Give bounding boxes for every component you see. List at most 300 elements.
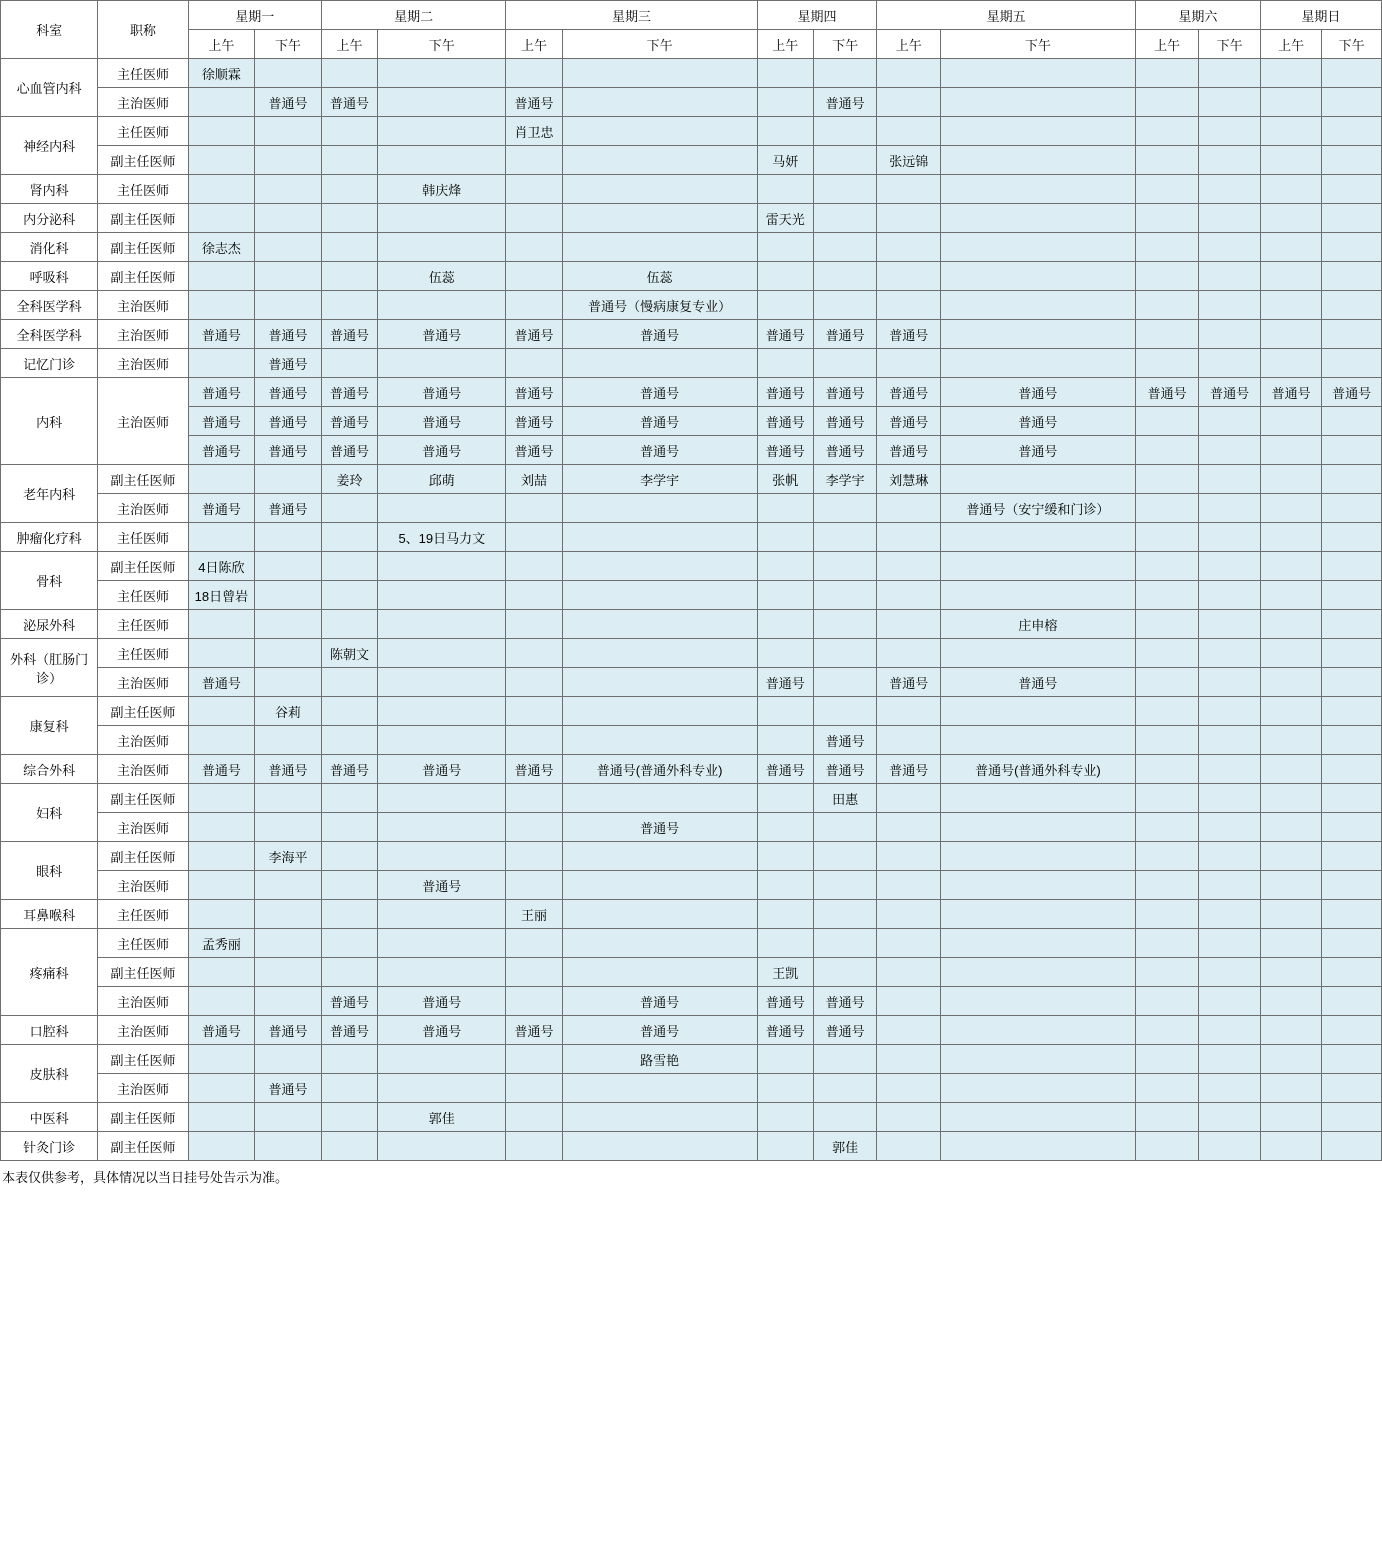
schedule-cell: [188, 1045, 255, 1074]
schedule-cell: [321, 523, 377, 552]
schedule-cell: [1135, 726, 1199, 755]
schedule-cell: [1199, 1132, 1261, 1161]
schedule-cell: [1199, 407, 1261, 436]
schedule-cell: [188, 639, 255, 668]
schedule-cell: 普通号: [562, 1016, 757, 1045]
schedule-cell: [321, 668, 377, 697]
dept-title: 副主任医师: [98, 1045, 188, 1074]
schedule-cell: [506, 929, 562, 958]
schedule-cell: [562, 59, 757, 88]
schedule-cell: 普通号: [378, 987, 506, 1016]
schedule-cell: [188, 958, 255, 987]
schedule-cell: [877, 842, 941, 871]
schedule-cell: [321, 900, 377, 929]
schedule-cell: 普通号: [506, 320, 562, 349]
schedule-cell: [757, 552, 813, 581]
schedule-cell: [321, 117, 377, 146]
schedule-cell: [506, 668, 562, 697]
schedule-cell: [255, 262, 322, 291]
table-row: [1, 1103, 1382, 1132]
schedule-cell: [321, 871, 377, 900]
schedule-cell: 孟秀丽: [188, 929, 255, 958]
schedule-cell: [757, 1045, 813, 1074]
dept-title: 副主任医师: [98, 552, 188, 581]
dept-name: 记忆门诊: [1, 349, 98, 378]
schedule-cell: [1260, 900, 1322, 929]
schedule-cell: [255, 465, 322, 494]
schedule-cell: [941, 987, 1136, 1016]
header-slot-1-2: 下午: [255, 30, 322, 59]
dept-name: 内科: [1, 378, 98, 465]
schedule-cell: [1322, 900, 1382, 929]
schedule-cell: [1260, 465, 1322, 494]
schedule-cell: [813, 929, 877, 958]
schedule-cell: [1322, 784, 1382, 813]
dept-name: 消化科: [1, 233, 98, 262]
schedule-cell: [1199, 494, 1261, 523]
schedule-cell: [1199, 523, 1261, 552]
schedule-cell: 普通号: [188, 494, 255, 523]
schedule-cell: [1199, 929, 1261, 958]
schedule-cell: [877, 639, 941, 668]
schedule-cell: [813, 494, 877, 523]
schedule-cell: [1199, 1103, 1261, 1132]
schedule-cell: [321, 610, 377, 639]
schedule-cell: [255, 204, 322, 233]
schedule-cell: [1260, 1016, 1322, 1045]
schedule-cell: [1199, 755, 1261, 784]
schedule-cell: [1135, 842, 1199, 871]
schedule-cell: [378, 639, 506, 668]
schedule-cell: [813, 523, 877, 552]
schedule-cell: [378, 88, 506, 117]
schedule-cell: [321, 146, 377, 175]
schedule-cell: 普通号: [757, 1016, 813, 1045]
schedule-cell: [757, 1074, 813, 1103]
header-day-3: 星期三: [506, 1, 757, 30]
schedule-cell: [1260, 610, 1322, 639]
schedule-cell: [562, 581, 757, 610]
schedule-cell: [1260, 88, 1322, 117]
schedule-cell: [321, 1045, 377, 1074]
schedule-cell: [378, 610, 506, 639]
schedule-cell: [188, 987, 255, 1016]
schedule-cell: [1322, 407, 1382, 436]
dept-name: 全科医学科: [1, 320, 98, 349]
dept-name: 心血管内科: [1, 59, 98, 117]
table-row: [1, 987, 1382, 1016]
dept-name: 泌尿外科: [1, 610, 98, 639]
schedule-cell: [378, 204, 506, 233]
schedule-cell: [255, 523, 322, 552]
dept-title: 副主任医师: [98, 784, 188, 813]
header-day-5: 星期五: [877, 1, 1135, 30]
schedule-header: [1, 1, 1382, 59]
schedule-cell: [941, 871, 1136, 900]
schedule-cell: 普通号: [188, 436, 255, 465]
schedule-cell: [1322, 755, 1382, 784]
schedule-cell: [877, 1016, 941, 1045]
schedule-cell: [941, 465, 1136, 494]
schedule-cell: [877, 581, 941, 610]
schedule-cell: [813, 610, 877, 639]
schedule-cell: [378, 494, 506, 523]
schedule-cell: [757, 117, 813, 146]
schedule-cell: [321, 262, 377, 291]
schedule-cell: [941, 1103, 1136, 1132]
table-row: [1, 958, 1382, 987]
schedule-cell: [877, 929, 941, 958]
schedule-cell: 普通号: [506, 407, 562, 436]
schedule-cell: [757, 175, 813, 204]
schedule-cell: [378, 900, 506, 929]
schedule-cell: [1199, 349, 1261, 378]
schedule-cell: 普通号: [562, 378, 757, 407]
schedule-cell: [1135, 146, 1199, 175]
schedule-cell: [1135, 436, 1199, 465]
schedule-cell: [1135, 900, 1199, 929]
schedule-cell: [562, 929, 757, 958]
header-day-2: 星期二: [321, 1, 506, 30]
schedule-cell: [1199, 668, 1261, 697]
schedule-cell: [877, 1045, 941, 1074]
schedule-cell: [506, 349, 562, 378]
schedule-cell: [321, 697, 377, 726]
schedule-cell: [188, 88, 255, 117]
schedule-cell: [1135, 175, 1199, 204]
schedule-cell: [321, 494, 377, 523]
header-row-days: [1, 1, 1382, 30]
schedule-cell: 普通号: [941, 436, 1136, 465]
schedule-cell: 普通号: [757, 320, 813, 349]
schedule-cell: [1260, 1103, 1322, 1132]
schedule-cell: [321, 204, 377, 233]
schedule-cell: [1199, 175, 1261, 204]
schedule-cell: [813, 900, 877, 929]
schedule-cell: [1260, 552, 1322, 581]
schedule-cell: [188, 1132, 255, 1161]
schedule-cell: [1199, 117, 1261, 146]
dept-title: 副主任医师: [98, 204, 188, 233]
schedule-cell: [1135, 755, 1199, 784]
schedule-cell: 普通号: [255, 407, 322, 436]
schedule-cell: 普通号: [188, 378, 255, 407]
schedule-cell: [877, 291, 941, 320]
header-day-4: 星期四: [757, 1, 877, 30]
header-slot-5-1: 上午: [877, 30, 941, 59]
schedule-cell: [1260, 146, 1322, 175]
schedule-cell: [757, 784, 813, 813]
schedule-cell: [1199, 581, 1261, 610]
schedule-cell: [1322, 697, 1382, 726]
schedule-cell: [562, 900, 757, 929]
schedule-cell: [813, 117, 877, 146]
schedule-cell: [941, 233, 1136, 262]
schedule-cell: 普通号: [757, 987, 813, 1016]
schedule-cell: 普通号: [877, 320, 941, 349]
schedule-cell: [1260, 1045, 1322, 1074]
schedule-cell: [378, 291, 506, 320]
schedule-cell: [1199, 900, 1261, 929]
table-row: [1, 204, 1382, 233]
schedule-cell: [1260, 697, 1322, 726]
schedule-cell: [255, 581, 322, 610]
schedule-cell: [813, 175, 877, 204]
schedule-cell: [1260, 407, 1322, 436]
header-slot-4-1: 上午: [757, 30, 813, 59]
schedule-cell: [506, 871, 562, 900]
schedule-cell: 雷天光: [757, 204, 813, 233]
schedule-cell: [1199, 987, 1261, 1016]
schedule-cell: [255, 668, 322, 697]
schedule-cell: [941, 581, 1136, 610]
schedule-cell: 普通号: [378, 378, 506, 407]
schedule-cell: [321, 842, 377, 871]
schedule-cell: [321, 1132, 377, 1161]
schedule-cell: [188, 465, 255, 494]
schedule-cell: [1322, 349, 1382, 378]
dept-name: 骨科: [1, 552, 98, 610]
schedule-cell: [188, 900, 255, 929]
schedule-cell: 张远锦: [877, 146, 941, 175]
schedule-cell: [1135, 88, 1199, 117]
dept-name: 中医科: [1, 1103, 98, 1132]
schedule-cell: [1260, 929, 1322, 958]
schedule-cell: [1260, 204, 1322, 233]
schedule-cell: [1260, 581, 1322, 610]
header-day-7: 星期日: [1260, 1, 1381, 30]
schedule-cell: 普通号: [562, 320, 757, 349]
table-row: [1, 1016, 1382, 1045]
schedule-cell: [506, 1132, 562, 1161]
schedule-cell: [877, 871, 941, 900]
schedule-cell: [1135, 1016, 1199, 1045]
schedule-cell: [877, 726, 941, 755]
schedule-cell: [1135, 813, 1199, 842]
dept-title: 主任医师: [98, 639, 188, 668]
schedule-cell: 李学宇: [562, 465, 757, 494]
schedule-cell: [813, 552, 877, 581]
schedule-cell: [506, 146, 562, 175]
schedule-cell: [1260, 262, 1322, 291]
schedule-cell: 普通号: [255, 1016, 322, 1045]
schedule-cell: [813, 958, 877, 987]
schedule-cell: [1135, 523, 1199, 552]
dept-title: 主治医师: [98, 349, 188, 378]
schedule-cell: 普通号: [255, 1074, 322, 1103]
schedule-cell: [321, 726, 377, 755]
schedule-cell: [1322, 146, 1382, 175]
schedule-cell: [757, 1103, 813, 1132]
schedule-cell: [941, 726, 1136, 755]
table-row: [1, 175, 1382, 204]
schedule-cell: [562, 1132, 757, 1161]
schedule-cell: [941, 929, 1136, 958]
dept-name: 耳鼻喉科: [1, 900, 98, 929]
schedule-cell: 普通号: [562, 987, 757, 1016]
schedule-cell: 普通号: [506, 88, 562, 117]
schedule-cell: [1135, 871, 1199, 900]
schedule-cell: [255, 726, 322, 755]
schedule-cell: [1322, 175, 1382, 204]
schedule-cell: [813, 1103, 877, 1132]
schedule-cell: [757, 233, 813, 262]
schedule-cell: 普通号: [321, 755, 377, 784]
schedule-cell: [813, 291, 877, 320]
schedule-cell: [255, 871, 322, 900]
schedule-cell: [321, 349, 377, 378]
schedule-cell: [1322, 552, 1382, 581]
schedule-cell: 普通号: [378, 871, 506, 900]
schedule-cell: [255, 784, 322, 813]
schedule-cell: [1322, 59, 1382, 88]
schedule-cell: [941, 552, 1136, 581]
schedule-cell: 普通号: [378, 407, 506, 436]
schedule-cell: [1322, 291, 1382, 320]
schedule-cell: [1135, 1074, 1199, 1103]
schedule-cell: [757, 871, 813, 900]
schedule-cell: [1135, 262, 1199, 291]
schedule-cell: [1199, 465, 1261, 494]
schedule-cell: [941, 639, 1136, 668]
schedule-cell: [757, 494, 813, 523]
schedule-cell: [1199, 88, 1261, 117]
dept-title: 主治医师: [98, 813, 188, 842]
schedule-cell: [1199, 291, 1261, 320]
schedule-cell: [562, 204, 757, 233]
schedule-cell: [1199, 436, 1261, 465]
schedule-cell: [877, 1132, 941, 1161]
schedule-cell: 田惠: [813, 784, 877, 813]
schedule-cell: [562, 146, 757, 175]
schedule-cell: 普通号: [321, 320, 377, 349]
schedule-cell: 5、19日马力文: [378, 523, 506, 552]
schedule-cell: [506, 813, 562, 842]
schedule-cell: [757, 610, 813, 639]
dept-title: 副主任医师: [98, 697, 188, 726]
schedule-cell: [1135, 784, 1199, 813]
dept-title: 主治医师: [98, 88, 188, 117]
dept-title: 主任医师: [98, 117, 188, 146]
schedule-cell: [562, 349, 757, 378]
dept-title: 主治医师: [98, 494, 188, 523]
schedule-cell: 普通号: [877, 378, 941, 407]
schedule-cell: [1135, 552, 1199, 581]
schedule-cell: [1260, 59, 1322, 88]
schedule-cell: [255, 813, 322, 842]
schedule-cell: [1322, 494, 1382, 523]
table-row: [1, 1132, 1382, 1161]
schedule-cell: 普通号: [562, 436, 757, 465]
schedule-cell: [941, 262, 1136, 291]
schedule-cell: [1199, 146, 1261, 175]
schedule-cell: [757, 59, 813, 88]
table-row: [1, 610, 1382, 639]
schedule-cell: 普通号: [1199, 378, 1261, 407]
schedule-cell: [506, 726, 562, 755]
schedule-cell: 普通号: [255, 494, 322, 523]
schedule-cell: 普通号（安宁缓和门诊）: [941, 494, 1136, 523]
schedule-cell: [941, 1045, 1136, 1074]
schedule-cell: [255, 175, 322, 204]
schedule-cell: [757, 842, 813, 871]
schedule-cell: [1135, 1132, 1199, 1161]
schedule-cell: [1260, 320, 1322, 349]
schedule-cell: [378, 929, 506, 958]
schedule-cell: [562, 88, 757, 117]
table-row: [1, 436, 1382, 465]
schedule-cell: [1322, 204, 1382, 233]
table-row: [1, 726, 1382, 755]
schedule-cell: [941, 146, 1136, 175]
schedule-cell: [1135, 610, 1199, 639]
schedule-cell: [1322, 233, 1382, 262]
schedule-cell: [188, 523, 255, 552]
schedule-body: [1, 59, 1382, 1161]
schedule-cell: [757, 349, 813, 378]
dept-title: 副主任医师: [98, 1132, 188, 1161]
schedule-cell: [255, 146, 322, 175]
schedule-cell: [877, 610, 941, 639]
schedule-cell: [877, 1103, 941, 1132]
schedule-cell: [562, 1074, 757, 1103]
table-row: [1, 1074, 1382, 1103]
schedule-cell: [1322, 813, 1382, 842]
schedule-cell: [1260, 117, 1322, 146]
dept-name: 内分泌科: [1, 204, 98, 233]
schedule-cell: 普通号: [562, 407, 757, 436]
table-row: [1, 320, 1382, 349]
schedule-cell: [1199, 1016, 1261, 1045]
schedule-cell: [378, 349, 506, 378]
schedule-cell: [506, 59, 562, 88]
schedule-cell: [378, 697, 506, 726]
schedule-cell: [941, 320, 1136, 349]
schedule-cell: [255, 59, 322, 88]
schedule-cell: [941, 900, 1136, 929]
schedule-cell: [877, 117, 941, 146]
schedule-cell: [941, 175, 1136, 204]
schedule-cell: [941, 697, 1136, 726]
schedule-cell: [1260, 784, 1322, 813]
schedule-cell: [506, 291, 562, 320]
schedule-cell: [1135, 465, 1199, 494]
schedule-cell: [1322, 523, 1382, 552]
header-title: 职称: [98, 1, 188, 59]
schedule-cell: 普通号: [506, 436, 562, 465]
table-row: [1, 88, 1382, 117]
schedule-cell: 普通号: [813, 726, 877, 755]
schedule-cell: [1135, 494, 1199, 523]
schedule-cell: [1199, 813, 1261, 842]
dept-title: 副主任医师: [98, 958, 188, 987]
schedule-cell: 普通号: [813, 320, 877, 349]
schedule-cell: 普通号: [321, 436, 377, 465]
schedule-cell: 普通号: [506, 755, 562, 784]
schedule-cell: [1322, 465, 1382, 494]
schedule-cell: [813, 1074, 877, 1103]
schedule-cell: [941, 117, 1136, 146]
schedule-cell: 普通号: [813, 88, 877, 117]
schedule-cell: 普通号: [1260, 378, 1322, 407]
schedule-cell: [1260, 436, 1322, 465]
schedule-cell: [378, 668, 506, 697]
schedule-cell: 张帆: [757, 465, 813, 494]
schedule-cell: 普通号: [941, 668, 1136, 697]
schedule-cell: [941, 784, 1136, 813]
schedule-cell: [813, 581, 877, 610]
schedule-cell: [1199, 262, 1261, 291]
